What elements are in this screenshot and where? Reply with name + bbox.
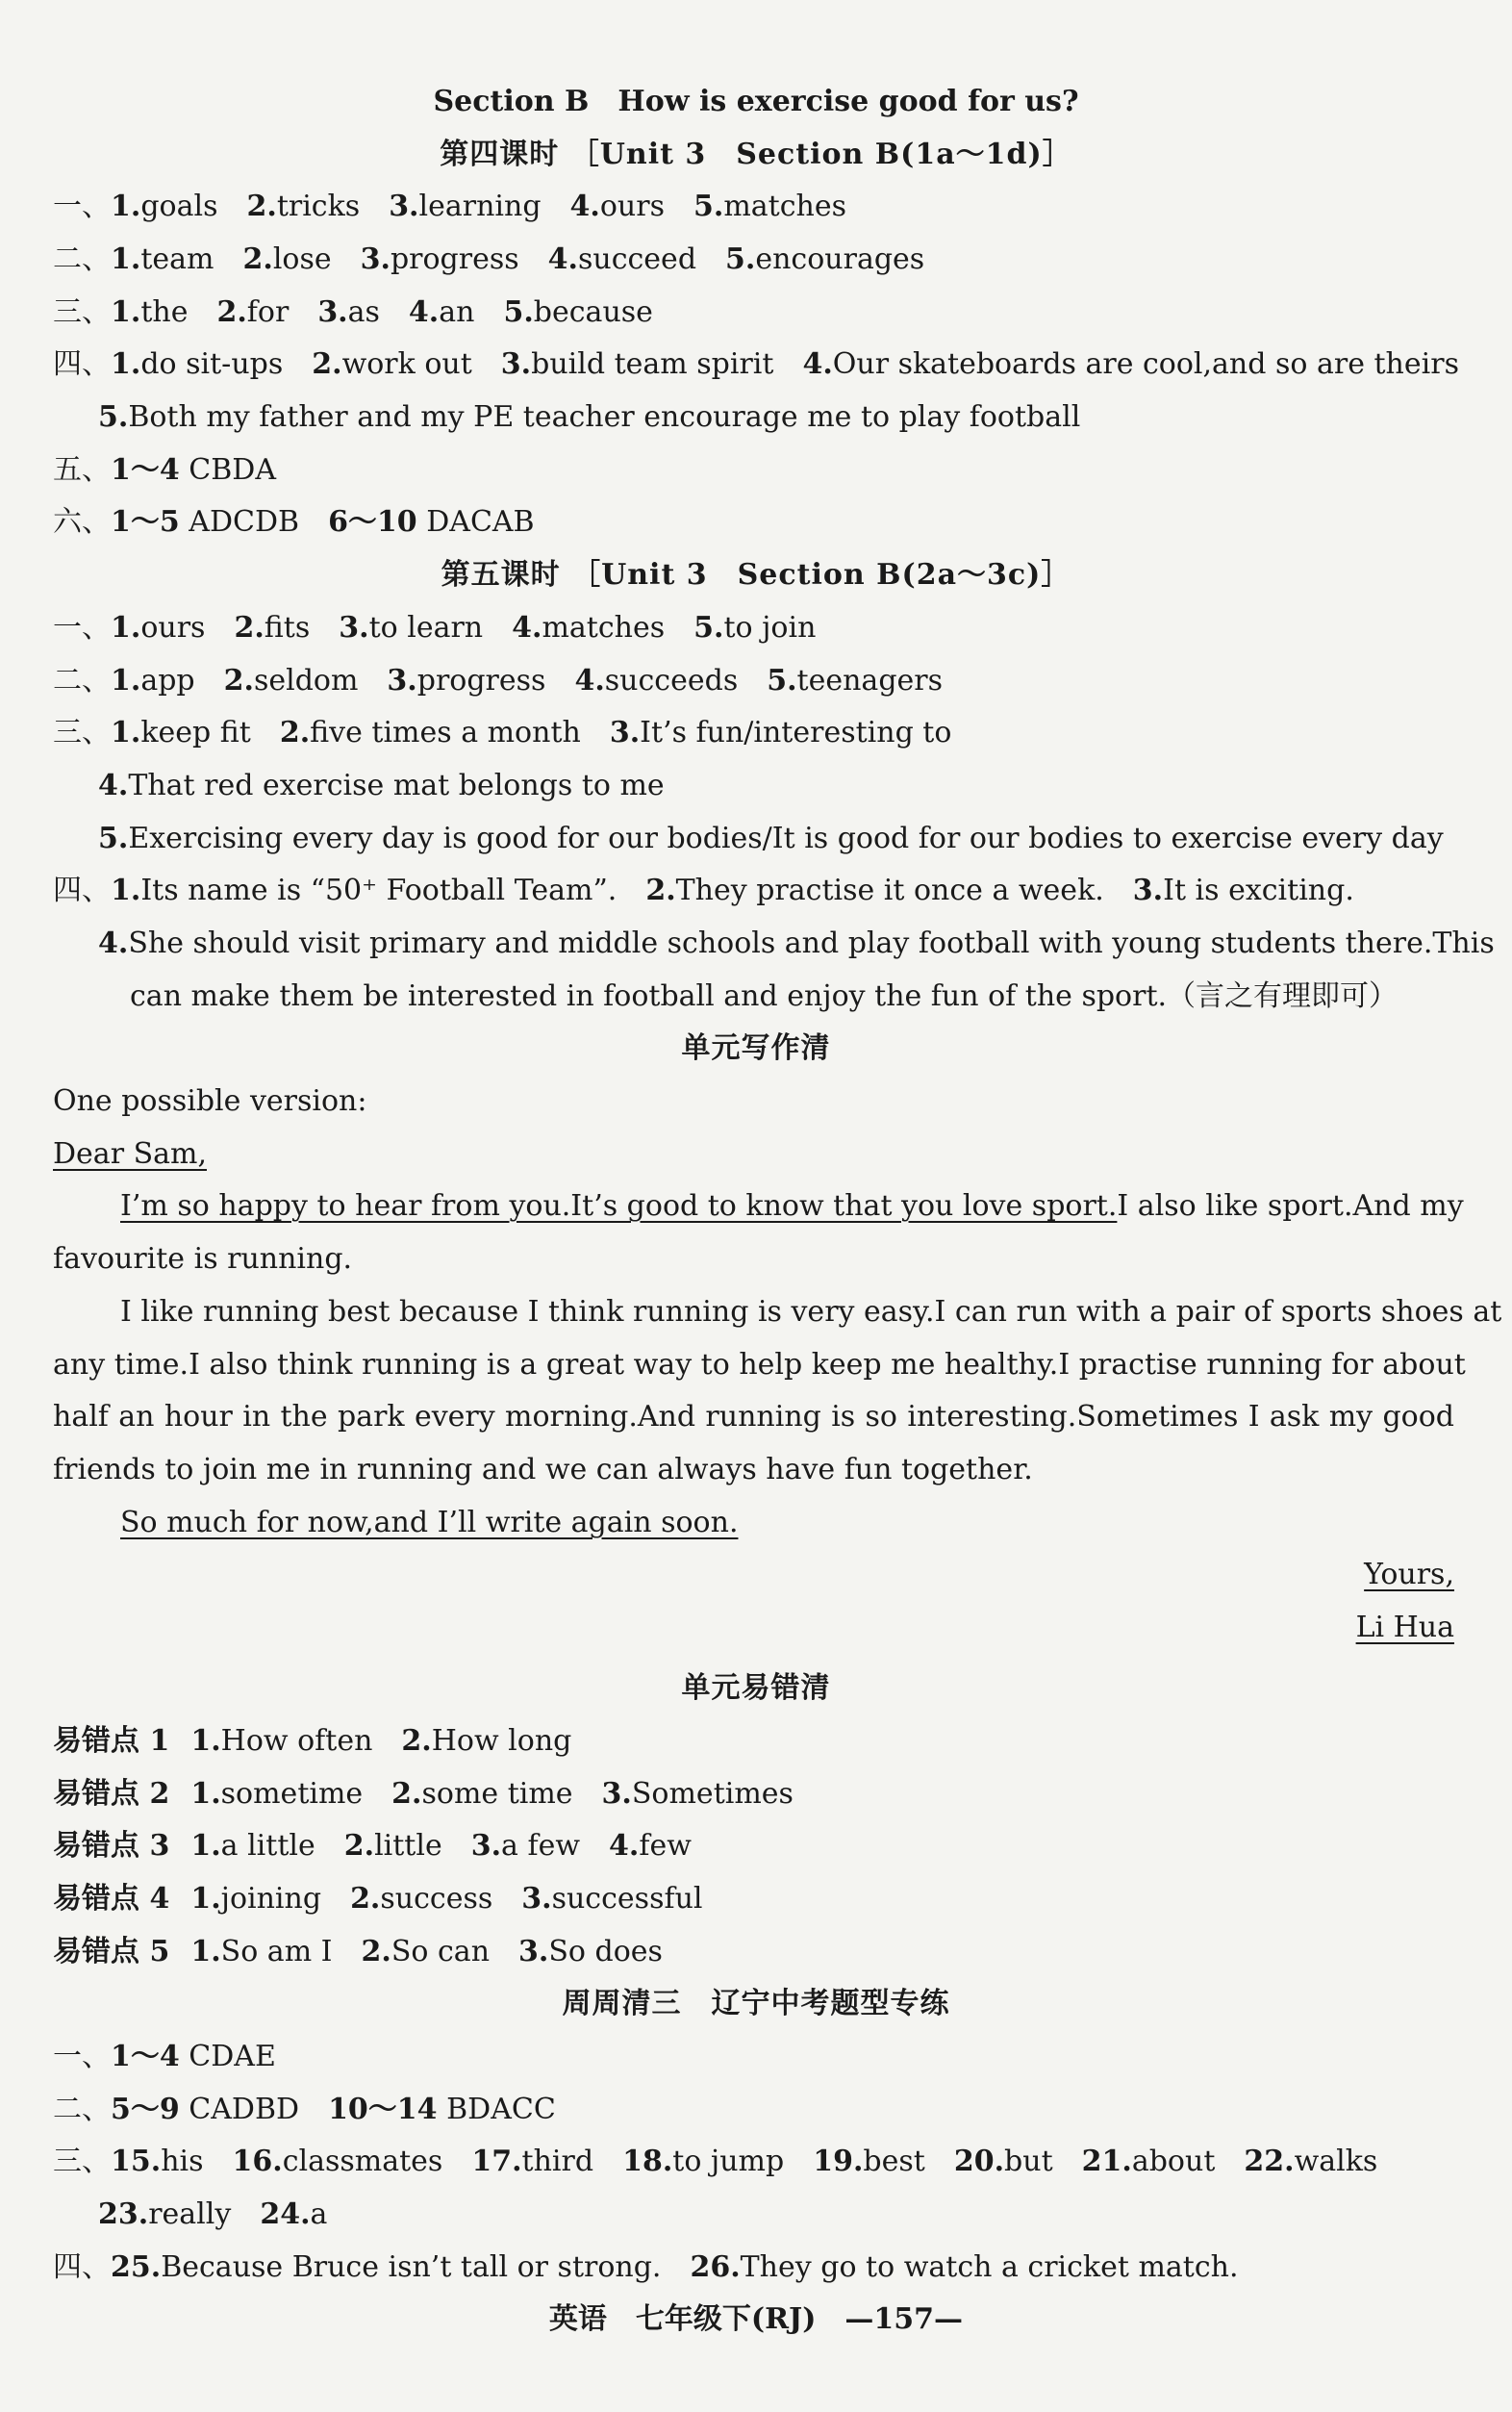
answer-item bbox=[409, 295, 475, 329]
answer-text: success bbox=[380, 1882, 493, 1916]
answer-number: 2. bbox=[223, 664, 254, 698]
answer-text: They practise it once a week. bbox=[675, 874, 1104, 907]
answer-number: 1～4 bbox=[111, 453, 180, 487]
answer-text: five times a month bbox=[310, 716, 581, 749]
letter-para2-line2: any time.I also think running is a great way to help keep me healthy.I practise running for about bbox=[53, 1348, 1466, 1382]
answer-number: 6～10 bbox=[328, 505, 417, 539]
error-label: 易错点 1 bbox=[53, 1724, 170, 1758]
answer-number: 2. bbox=[343, 1829, 375, 1863]
answer-number: 3. bbox=[609, 716, 641, 749]
answer-item bbox=[111, 2093, 299, 2126]
answer-item bbox=[216, 295, 289, 329]
letter-greeting: Dear Sam, bbox=[53, 1137, 207, 1171]
answer-number: 5. bbox=[767, 664, 797, 698]
answer-text: walks bbox=[1294, 2145, 1378, 2178]
answer-text: sometime bbox=[220, 1777, 364, 1811]
answer-text: succeed bbox=[577, 242, 697, 276]
answer-number: 23. bbox=[98, 2197, 149, 2231]
errors-title: 单元易错清 bbox=[681, 1671, 831, 1705]
answer-text: third bbox=[521, 2145, 594, 2178]
answer-item bbox=[518, 1935, 663, 1968]
answer-item bbox=[111, 716, 251, 749]
part-prefix: 二、 bbox=[53, 242, 111, 276]
answer-item bbox=[361, 242, 519, 276]
answer-text: It is exciting. bbox=[1163, 874, 1354, 907]
answer-item bbox=[344, 1829, 442, 1863]
answer-number: 3. bbox=[601, 1777, 632, 1811]
answer-text: matches bbox=[723, 190, 846, 223]
answer-text: ours bbox=[140, 611, 206, 645]
answer-item bbox=[391, 1777, 572, 1811]
answer-number: 3. bbox=[389, 190, 419, 223]
answer-number: 4. bbox=[574, 664, 605, 698]
answer-number: 10～14 bbox=[328, 2093, 438, 2126]
answer-text: the bbox=[140, 295, 189, 329]
answer-number: 1. bbox=[111, 347, 141, 381]
writing-title: 单元写作清 bbox=[681, 1031, 831, 1065]
part-prefix: 三、 bbox=[53, 2145, 111, 2178]
answer-text: few bbox=[639, 1829, 692, 1863]
answer-text: So am I bbox=[220, 1935, 333, 1968]
answer-item bbox=[111, 453, 276, 487]
answer-number: 3. bbox=[521, 1882, 552, 1916]
part-prefix: 一、 bbox=[53, 2040, 111, 2073]
letter-para2-line1: I like running best because I think running is very easy.I can run with a pair of sports shoes at bbox=[120, 1295, 1502, 1329]
answer-number: 5. bbox=[503, 295, 534, 329]
answer-text: team bbox=[140, 242, 214, 276]
answer-number: 1. bbox=[190, 1882, 221, 1916]
answer-number: 2. bbox=[391, 1777, 422, 1811]
answer-item bbox=[190, 1724, 372, 1758]
answer-number: 15. bbox=[111, 2145, 162, 2178]
answer-item bbox=[317, 295, 380, 329]
answer-text: BDACC bbox=[437, 2093, 556, 2126]
answer-item bbox=[570, 190, 665, 223]
answer-text: tricks bbox=[276, 190, 361, 223]
answer-text: best bbox=[863, 2145, 925, 2178]
answer-number: 16. bbox=[232, 2145, 283, 2178]
answer-text: ADCDB bbox=[179, 505, 300, 539]
answer-number: 2. bbox=[645, 874, 676, 907]
answer-item bbox=[339, 611, 483, 645]
answer-text: CADBD bbox=[179, 2093, 300, 2126]
answer-text: joining bbox=[220, 1882, 322, 1916]
letter-sign-name: Li Hua bbox=[1355, 1611, 1454, 1644]
answer-text: seldom bbox=[253, 664, 359, 698]
answer-number: 1. bbox=[190, 1829, 221, 1863]
error-row bbox=[53, 1773, 1454, 1815]
answer-item bbox=[111, 347, 283, 381]
answer-item bbox=[111, 505, 299, 539]
answer-number: 2. bbox=[361, 1935, 391, 1968]
answer-number: 1. bbox=[190, 1935, 221, 1968]
answer-number: 4. bbox=[512, 611, 542, 645]
answer-number: 1. bbox=[111, 611, 141, 645]
answer-text: really bbox=[148, 2197, 232, 2231]
answer-text: It’s fun/interesting to bbox=[640, 716, 952, 749]
answer-number: 19. bbox=[813, 2145, 864, 2178]
answer-text: but bbox=[1004, 2145, 1053, 2178]
answer-item bbox=[328, 2093, 556, 2126]
error-row bbox=[53, 1720, 1454, 1763]
answer-number: 1. bbox=[111, 190, 141, 223]
lesson4-part5 bbox=[53, 449, 1454, 492]
answer-number: 3. bbox=[470, 1829, 502, 1863]
answer-text: How often bbox=[220, 1724, 373, 1758]
answer-number: 5～9 bbox=[111, 2093, 180, 2126]
answer-number: 20. bbox=[953, 2145, 1005, 2178]
lesson5-part3-item5: 5.Exercising every day is good for our bodies/It is good for our bodies to exercise every day bbox=[98, 822, 1444, 855]
answer-text: some time bbox=[421, 1777, 573, 1811]
answer-item bbox=[1244, 2145, 1377, 2178]
answer-item bbox=[622, 2145, 784, 2178]
answer-text: Sometimes bbox=[631, 1777, 794, 1811]
answer-item bbox=[610, 716, 952, 749]
answer-number: 4. bbox=[547, 242, 578, 276]
writing-intro: One possible version: bbox=[53, 1084, 367, 1118]
answer-item bbox=[389, 190, 541, 223]
part-prefix: 五、 bbox=[53, 453, 111, 487]
lesson5-part4 bbox=[53, 870, 1454, 912]
answer-text: How long bbox=[431, 1724, 572, 1758]
answer-text: So can bbox=[391, 1935, 491, 1968]
answer-number: 4. bbox=[802, 347, 833, 381]
answer-item bbox=[246, 190, 360, 223]
answer-number: 2. bbox=[242, 242, 273, 276]
answer-item bbox=[224, 664, 359, 698]
answer-number: 4. bbox=[569, 190, 600, 223]
answer-item bbox=[111, 295, 188, 329]
lesson4-part4-item5: 5.Both my father and my PE teacher encourage me to play football bbox=[98, 400, 1081, 434]
answer-text: work out bbox=[341, 347, 472, 381]
answer-item bbox=[190, 1935, 332, 1968]
answer-number: 1. bbox=[190, 1724, 221, 1758]
answer-item bbox=[1082, 2145, 1216, 2178]
answer-item bbox=[280, 716, 581, 749]
answer-text: succeeds bbox=[604, 664, 739, 698]
answer-item bbox=[693, 611, 816, 645]
answer-item bbox=[767, 664, 943, 698]
answer-number: 3. bbox=[500, 347, 532, 381]
error-label: 易错点 3 bbox=[53, 1829, 170, 1863]
answer-number: 5. bbox=[725, 242, 756, 276]
answer-number: 3. bbox=[360, 242, 391, 276]
part-prefix: 四、 bbox=[53, 2250, 111, 2284]
weekly-title: 周周清三 辽宁中考题型专练 bbox=[562, 1987, 950, 2020]
lesson4-part4 bbox=[53, 343, 1459, 386]
answer-item bbox=[98, 2197, 231, 2231]
answer-item bbox=[260, 2197, 327, 2231]
lesson5-title: 第五课时 ［Unit 3 Section B(2a～3c)］ bbox=[441, 558, 1071, 592]
answer-text: about bbox=[1131, 2145, 1216, 2178]
answer-text: progress bbox=[390, 242, 519, 276]
part-prefix: 二、 bbox=[53, 2093, 111, 2126]
answer-number: 3. bbox=[387, 664, 417, 698]
lesson5-part3 bbox=[53, 712, 1454, 754]
letter-sign-yours: Yours, bbox=[1364, 1558, 1454, 1591]
answer-number: 18. bbox=[622, 2145, 673, 2178]
lesson5-part3-item4: 4.That red exercise mat belongs to me bbox=[98, 769, 665, 802]
answer-item bbox=[190, 1777, 363, 1811]
weekly-part3-cont bbox=[98, 2194, 1454, 2236]
answer-item bbox=[813, 2145, 925, 2178]
answer-text: his bbox=[161, 2145, 204, 2178]
answer-text: lose bbox=[272, 242, 332, 276]
answer-text: a little bbox=[220, 1829, 315, 1863]
answer-text: CBDA bbox=[179, 453, 277, 487]
part-prefix: 二、 bbox=[53, 664, 111, 698]
answer-item bbox=[471, 1829, 580, 1863]
page-footer: 英语 七年级下(RJ) —157— bbox=[548, 2302, 964, 2336]
answer-number: 1. bbox=[111, 664, 141, 698]
lesson5-part4-item4: 4.She should visit primary and middle schools and play football with young students there.This bbox=[98, 927, 1495, 960]
error-row bbox=[53, 1878, 1454, 1920]
lesson4-part1 bbox=[53, 186, 1454, 228]
answer-number: 4. bbox=[408, 295, 440, 329]
lesson5-part4-item4-cont: can make them be interested in football and enjoy the fun of the sport.（言之有理即可） bbox=[130, 979, 1399, 1013]
error-label: 易错点 2 bbox=[53, 1777, 170, 1811]
letter-para1-line2: favourite is running. bbox=[53, 1242, 353, 1276]
answer-text: Its name is “50⁺ Football Team”. bbox=[140, 874, 617, 907]
answer-text: They go to watch a cricket match. bbox=[740, 2250, 1239, 2284]
answer-number: 3. bbox=[518, 1935, 549, 1968]
section-title: Section B How is exercise good for us? bbox=[433, 85, 1079, 118]
answer-item bbox=[362, 1935, 491, 1968]
weekly-part3 bbox=[53, 2141, 1454, 2183]
answer-item bbox=[111, 2250, 661, 2284]
answer-item bbox=[111, 190, 217, 223]
answer-item bbox=[802, 347, 1459, 381]
answer-number: 3. bbox=[1132, 874, 1164, 907]
part-prefix: 四、 bbox=[53, 874, 111, 907]
answer-item bbox=[602, 1777, 794, 1811]
part-prefix: 一、 bbox=[53, 611, 111, 645]
answer-text: little bbox=[374, 1829, 442, 1863]
lesson5-part2 bbox=[53, 660, 1454, 702]
answer-text: Because Bruce isn’t tall or strong. bbox=[161, 2250, 662, 2284]
answer-text: classmates bbox=[282, 2145, 443, 2178]
answer-number: 24. bbox=[260, 2197, 311, 2231]
answer-text: learning bbox=[418, 190, 542, 223]
answer-text: build team spirit bbox=[531, 347, 774, 381]
answer-number: 2. bbox=[350, 1882, 381, 1916]
part-prefix: 一、 bbox=[53, 190, 111, 223]
answer-text: to jump bbox=[672, 2145, 785, 2178]
answer-text: to join bbox=[723, 611, 817, 645]
answer-item bbox=[350, 1882, 492, 1916]
answer-number: 21. bbox=[1081, 2145, 1132, 2178]
answer-text: because bbox=[533, 295, 653, 329]
answer-text: keep fit bbox=[140, 716, 251, 749]
answer-number: 2. bbox=[246, 190, 277, 223]
answer-item bbox=[645, 874, 1103, 907]
answer-number: 2. bbox=[234, 611, 265, 645]
answer-text: ours bbox=[599, 190, 665, 223]
answer-text: fits bbox=[264, 611, 311, 645]
part-prefix: 三、 bbox=[53, 716, 111, 749]
lesson4-title: 第四课时 ［Unit 3 Section B(1a～1d)］ bbox=[440, 138, 1072, 171]
answer-item bbox=[548, 242, 696, 276]
answer-item bbox=[111, 611, 205, 645]
answer-item bbox=[725, 242, 924, 276]
answer-text: So does bbox=[548, 1935, 663, 1968]
answer-item bbox=[234, 611, 310, 645]
weekly-part1 bbox=[53, 2036, 1454, 2078]
answer-number: 1～5 bbox=[111, 505, 180, 539]
answer-number: 1. bbox=[190, 1777, 221, 1811]
answer-number: 25. bbox=[111, 2250, 162, 2284]
answer-item bbox=[111, 242, 214, 276]
answer-text: as bbox=[347, 295, 380, 329]
error-row bbox=[53, 1825, 1454, 1867]
answer-text: to learn bbox=[368, 611, 484, 645]
answer-item bbox=[574, 664, 738, 698]
answer-item bbox=[690, 2250, 1238, 2284]
answer-item bbox=[190, 1882, 321, 1916]
answer-number: 1. bbox=[111, 716, 141, 749]
error-row bbox=[53, 1931, 1454, 1973]
answer-number: 2. bbox=[401, 1724, 432, 1758]
answer-number: 4. bbox=[609, 1829, 640, 1863]
answer-text: matches bbox=[542, 611, 666, 645]
answer-number: 1～4 bbox=[111, 2040, 180, 2073]
answer-number: 17. bbox=[471, 2145, 522, 2178]
answer-item bbox=[401, 1724, 571, 1758]
answer-text: progress bbox=[416, 664, 546, 698]
answer-text: CDAE bbox=[179, 2040, 276, 2073]
answer-item bbox=[387, 664, 545, 698]
weekly-part2 bbox=[53, 2089, 1454, 2131]
answer-item bbox=[190, 1829, 315, 1863]
answer-item bbox=[954, 2145, 1053, 2178]
answer-item bbox=[111, 874, 617, 907]
answer-text: encourages bbox=[755, 242, 925, 276]
part-prefix: 六、 bbox=[53, 505, 111, 539]
part-prefix: 四、 bbox=[53, 347, 111, 381]
answer-text: successful bbox=[551, 1882, 703, 1916]
answer-item bbox=[521, 1882, 702, 1916]
answer-number: 1. bbox=[111, 874, 141, 907]
answer-item bbox=[111, 2145, 204, 2178]
answer-text: Our skateboards are cool,and so are theirs bbox=[832, 347, 1459, 381]
answer-item bbox=[111, 664, 195, 698]
answer-number: 5. bbox=[693, 611, 724, 645]
answer-number: 26. bbox=[690, 2250, 741, 2284]
answer-item bbox=[609, 1829, 692, 1863]
letter-para1: I’m so happy to hear from you.It’s good to know that you love sport.I also like sport.And my bbox=[120, 1189, 1464, 1223]
lesson4-part2 bbox=[53, 239, 1454, 281]
answer-number: 2. bbox=[279, 716, 311, 749]
answer-item bbox=[501, 347, 774, 381]
answer-text: goals bbox=[140, 190, 218, 223]
error-label: 易错点 4 bbox=[53, 1882, 170, 1916]
lesson4-part6 bbox=[53, 501, 1454, 544]
answer-number: 3. bbox=[339, 611, 369, 645]
letter-closing: So much for now,and I’ll write again soon. bbox=[120, 1506, 739, 1539]
answer-number: 5. bbox=[693, 190, 724, 223]
answer-number: 3. bbox=[317, 295, 348, 329]
answer-text: for bbox=[246, 295, 290, 329]
answer-text: a bbox=[310, 2197, 328, 2231]
answer-number: 22. bbox=[1244, 2145, 1295, 2178]
letter-para2-line4: friends to join me in running and we can always have fun together. bbox=[53, 1453, 1033, 1486]
answer-text: app bbox=[140, 664, 195, 698]
answer-text: a few bbox=[501, 1829, 581, 1863]
answer-text: an bbox=[439, 295, 475, 329]
answer-number: 1. bbox=[111, 295, 141, 329]
answer-item bbox=[471, 2145, 593, 2178]
answer-item bbox=[503, 295, 652, 329]
answer-item bbox=[693, 190, 846, 223]
weekly-part4 bbox=[53, 2247, 1454, 2289]
lesson4-part3 bbox=[53, 292, 1454, 334]
lesson5-part1 bbox=[53, 607, 1454, 649]
answer-number: 1. bbox=[111, 242, 141, 276]
error-label: 易错点 5 bbox=[53, 1935, 170, 1968]
letter-para2-line3: half an hour in the park every morning.And running is so interesting.Sometimes I ask my good bbox=[53, 1400, 1454, 1434]
answer-number: 2. bbox=[312, 347, 342, 381]
answer-item bbox=[1133, 874, 1354, 907]
answer-text: teenagers bbox=[796, 664, 944, 698]
answer-item bbox=[111, 2040, 276, 2073]
answer-item bbox=[312, 347, 472, 381]
answer-number: 2. bbox=[216, 295, 247, 329]
answer-item bbox=[512, 611, 665, 645]
answer-text: DACAB bbox=[416, 505, 535, 539]
answer-text: do sit-ups bbox=[140, 347, 284, 381]
part-prefix: 三、 bbox=[53, 295, 111, 329]
answer-item bbox=[242, 242, 331, 276]
answer-item bbox=[233, 2145, 443, 2178]
answer-item bbox=[328, 505, 535, 539]
